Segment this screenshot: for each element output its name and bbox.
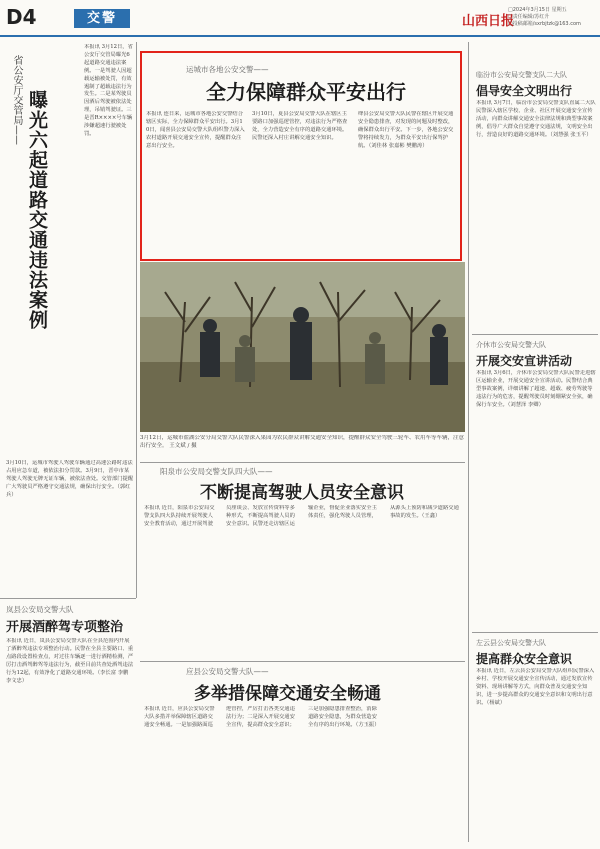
feature-kicker: 运城市各地公安交警—— [186,65,269,74]
left-bottom-title: 开展酒醉驾专项整治 [6,620,124,635]
section-badge: 交警 [74,9,130,28]
left-feature-headline: 曝光六起道路交通违法案例 [26,90,48,330]
right1-kicker: 临汾市公安局交警支队二大队 [476,71,567,79]
issue-email: □投稿邮箱/sxrbjtzk@163.com [508,21,581,27]
right1-title: 倡导安全文明出行 [476,84,573,98]
mid2-title: 多举措保障交通安全畅通 [194,684,381,704]
page-number: D4 [6,5,37,29]
feature-col-2: 3月10日，夏县公安局交警大队在辖区主要路口加强巡逻管控，对违法行为严格查处，全力营造安全有序的道路交通环境。民警还深入村庄讲解交通安全知识。 [252,111,348,141]
section-divider [472,334,598,335]
right1-body: 本报讯 3月7日，临汾市公安局交警支队直属二大队民警深入辖区学校、企业、社区开展交通安全宣传活动，向群众讲解交通安全法律法规和典型事故案例，倡导广大群众自觉遵守交通法规，文明安全出行，营造良好的道路交通环境。（刘慧强 张玉平） [476,100,596,138]
photo-caption: 3月12日，运城市盐湖公安分局交警大队民警深入果园为农民群众讲解交通安全知识，提醒群众安全驾驶三轮车、农用车等车辆，注意出行安全。 王文斌 / 摄 [140,435,465,449]
feature-title: 全力保障群众平安出行 [206,80,406,104]
feature-col-1: 本报讯 连日来，运城市各地公安交警结合辖区实际，全力保障群众平安出行。3月10日，闻喜县公安局交警大队组织警力深入农村道路开展交通安全宣传，提醒群众注意出行安全。 [146,111,245,149]
section-divider [0,598,136,599]
left-feature-kicker: 省公安厅交管局—— [11,55,22,145]
issue-info [508,7,598,28]
mid2-kicker: 应县公安局交警大队—— [186,667,269,676]
issue-editor: □责任编辑/苏红升 [508,14,550,20]
right3-title: 提高群众安全意识 [476,652,573,666]
right3-kicker: 左云县公安局交警大队 [476,639,546,647]
orchard-photo [140,262,465,432]
newspaper-logo: 山西日报 [462,14,515,29]
header-rule [0,35,600,37]
left-bottom-body: 本报讯 近日，岚县公安局交警大队在全县范围内开展了酒醉驾违法专项整治行动。民警在全县主要路口、重点路段设置检查点，对过往车辆逐一进行酒精检测，严厉打击酒驾醉驾等违法行为，截至目前共查处酒驾违法行为12起，有效净化了道路交通环境。（李长富 李鹏 李文忠） [6,638,134,684]
feature-col-3: 绛县公安局交警大队民警在辖区开展交通安全隐患排查，对发现的问题及时整改，确保群众出行平安。下一步，各地公安交警将持续发力，为群众平安出行保驾护航。（刘佳林 张嘉彬 樊鹏涛） [358,111,454,149]
right2-kicker: 介休市公安局交警大队 [476,341,546,349]
section-divider [140,661,465,662]
right2-body: 本报讯 3月6日，介休市公安局交警大队民警走进辖区运输企业，开展交通安全宣讲活动。民警结合典型事故案例，详细讲解了超速、超载、疲劳驾驶等违法行为的危害，提醒驾驶员时刻绷紧安全弦，确保行车安全。（刘慧泽 李卿） [476,370,596,408]
mid2-body: 本报讯 近日，应县公安局交警大队多措并举保障辖区道路交通安全畅通。一是加强路面巡逻管控，严厉打击各类交通违法行为；二是深入开展交通安全宣传，提高群众安全意识；三是加强隐患排查整治，消除道路安全隐患，为群众营造安全有序的出行环境。（方玉振） [144,706,380,728]
mid1-title: 不断提高驾驶人员安全意识 [200,483,404,503]
left-feature-body-top: 本报讯 3月12日，省公安厅交管局曝光6起道路交通违法案例。一是驾驶人因超载运输被处罚，有效遏制了超载违法行为发生。二是某驾驶员因酒后驾驶被依法处理，吊销驾驶证。三是晋R××××号车辆涉嫌超速行驶被处罚。 [84,44,133,137]
news-photo [140,262,465,432]
mid1-body: 本报讯 近日，阳泉市公安局交警支队四大队持续开展驾驶人安全教育活动，通过开展驾驶员座谈会、发放宣传资料等多种形式，不断提高驾驶人员的安全意识。民警还走访辖区运输企业，督促企业落实安全主体责任，强化驾驶人员管理，从源头上预防和减少道路交通事故的发生。（王鑫） [144,505,459,527]
section-divider [472,632,598,633]
issue-date: □2024年3月15日 星期五 [508,7,567,13]
column-divider [136,42,137,598]
section-divider [140,462,465,463]
left-bottom-kicker: 岚县公安局交警大队 [6,605,74,614]
column-divider [468,42,469,842]
mid1-kicker: 阳泉市公安局交警支队四大队—— [160,467,273,476]
right2-title: 开展交安宣讲活动 [476,354,573,368]
right3-body: 本报讯 近日，左云县公安局交警大队组织民警深入乡村、学校开展交通安全宣传活动，通过发放宣传资料、现场讲解等方式，向群众普及交通安全知识，进一步提高群众的交通安全意识和文明出行意识。（杨斌） [476,668,595,706]
left-feature-body-bottom: 3月10日，运城市驾驶人驾驶车辆通过高速公路时违法占用应急车道，被依法扣分罚款。3月9日，晋中市某驾驶人驾驶无牌无证车辆，被依法查处。交管部门提醒广大驾驶员严格遵守交通法规，确保出行安全。（郭红兵） [6,460,134,498]
